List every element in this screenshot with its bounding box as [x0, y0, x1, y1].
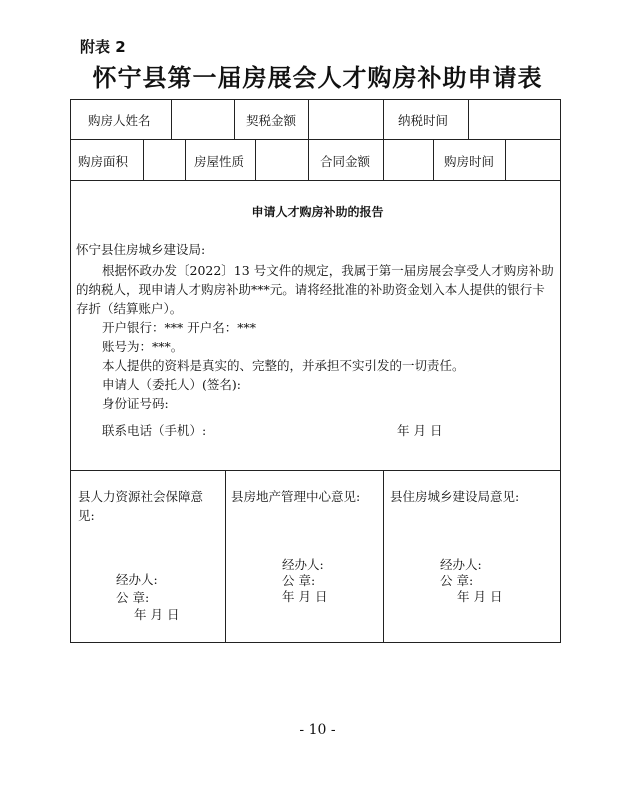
purchase-time-label: 购房时间	[444, 154, 495, 169]
tax-time-label: 纳税时间	[398, 113, 449, 128]
page-number: - 10 -	[299, 722, 336, 738]
hr-seal-label: 公 章:	[116, 590, 150, 605]
report-date: 年 月 日	[397, 423, 443, 438]
construction-bureau-handler-label: 经办人:	[440, 557, 482, 572]
declaration-line: 本人提供的资料是真实的、完整的，并承担不实引发的一切责任。	[102, 358, 465, 373]
report-paragraph-line: 存折（结算账户）。	[76, 301, 183, 316]
bank-info-line: 开户银行：*** 开户名：***	[102, 320, 256, 335]
cell-divider	[383, 470, 384, 643]
report-paragraph-line: 根据怀政办发〔2022〕13 号文件的规定，我属于第一届房展会享受人才购房补助	[102, 263, 554, 278]
cell-divider	[234, 99, 235, 140]
hr-handler-label: 经办人:	[116, 572, 158, 587]
hr-opinion-title: 县人力资源社会保障意	[78, 489, 204, 504]
account-number-line: 账号为：***。	[102, 339, 184, 354]
cell-divider	[383, 99, 384, 140]
annex-label: 附表 2	[80, 38, 126, 56]
construction-bureau-seal-label: 公 章:	[440, 573, 474, 588]
construction-bureau-date: 年 月 日	[457, 589, 503, 604]
housing-center-handler-label: 经办人:	[282, 557, 324, 572]
row-divider	[70, 470, 561, 471]
cell-divider	[171, 99, 172, 140]
housing-center-opinion-title: 县房地产管理中心意见:	[231, 489, 361, 504]
cell-divider	[255, 139, 256, 181]
house-nature-label: 房屋性质	[194, 154, 245, 169]
area-label: 购房面积	[78, 154, 129, 169]
phone-label: 联系电话（手机）:	[102, 423, 207, 438]
hr-date: 年 月 日	[134, 607, 180, 622]
table-border-top	[70, 99, 561, 100]
cell-divider	[383, 139, 384, 181]
applicant-signature-label: 申请人（委托人）(签名):	[102, 377, 241, 392]
construction-bureau-opinion-title: 县住房城乡建设局意见:	[390, 489, 520, 504]
hr-opinion-title: 见:	[78, 508, 95, 523]
report-title: 申请人才购房补助的报告	[251, 205, 384, 219]
report-paragraph-line: 的纳税人，现申请人才购房补助***元。请将经批准的补助资金划入本人提供的银行卡	[76, 282, 545, 297]
cell-divider	[468, 99, 469, 140]
id-number-label: 身份证号码:	[102, 396, 169, 411]
cell-divider	[143, 139, 144, 181]
table-border-bottom	[70, 642, 561, 643]
housing-center-date: 年 月 日	[282, 589, 328, 604]
cell-divider	[308, 99, 309, 140]
deed-tax-label: 契税金额	[246, 113, 297, 128]
form-title: 怀宁县第一届房展会人才购房补助申请表	[92, 64, 543, 92]
cell-divider	[185, 139, 186, 181]
cell-divider	[308, 139, 309, 181]
contract-amount-label: 合同金额	[320, 154, 371, 169]
cell-divider	[433, 139, 434, 181]
report-addressee: 怀宁县住房城乡建设局:	[76, 242, 206, 257]
buyer-name-label: 购房人姓名	[88, 113, 151, 128]
cell-divider	[505, 139, 506, 181]
cell-divider	[225, 470, 226, 643]
housing-center-seal-label: 公 章:	[282, 573, 316, 588]
